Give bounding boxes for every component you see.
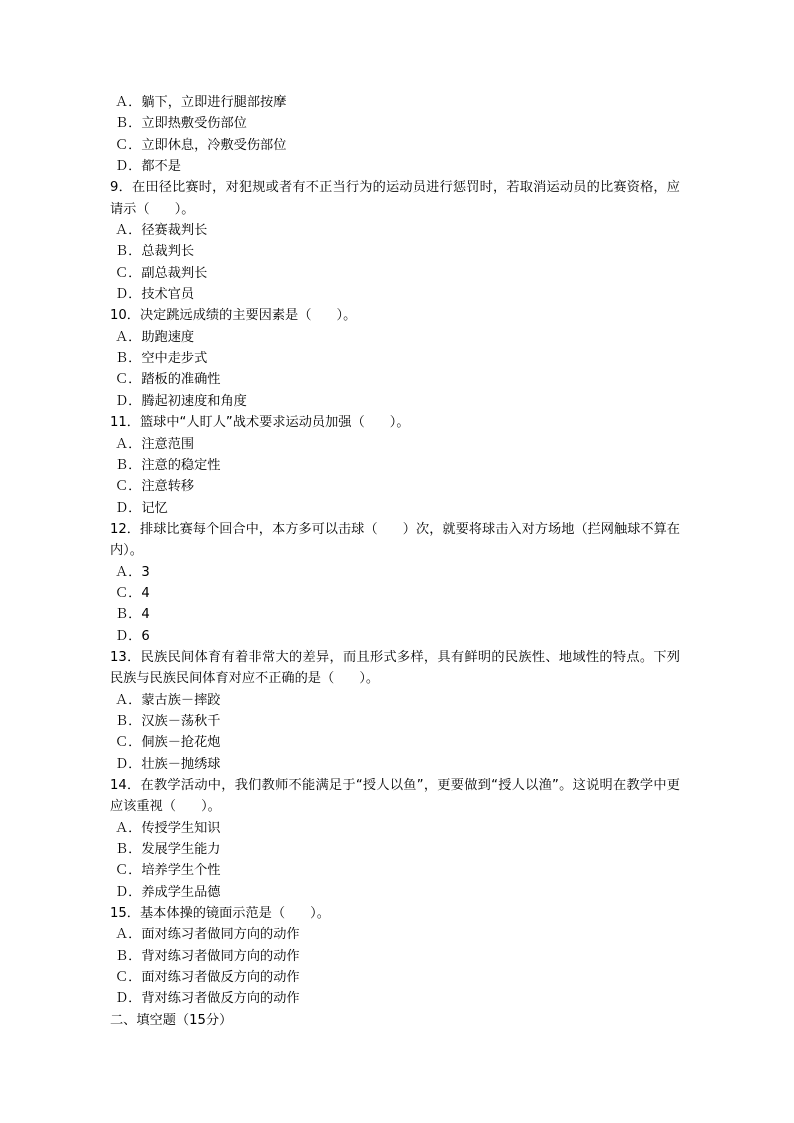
option-q11-A: Ａ．注意范围 [115,436,195,452]
question-9: 9．在田径比赛时，对犯规或者有不正当行为的运动员进行惩罚时，若取消运动员的比赛资格，应请示（ ）。 [110,180,680,217]
option-q11-B: Ｂ．注意的稳定性 [115,457,221,473]
option-q14-C: Ｃ．培养学生个性 [115,863,221,879]
question-10: 10．决定跳远成绩的主要因素是（ ）。 [110,308,357,324]
option-q13-A: Ａ．蒙古族－摔跤 [115,692,221,708]
option-q14-D: Ｄ．养成学生品德 [115,884,221,900]
exam-body [110,92,680,1031]
option-q15-D: Ｄ．背对练习者做反方向的动作 [115,991,300,1007]
option-q13-B: Ｂ．汉族－荡秋千 [115,713,221,729]
option-q11-C: Ｃ．注意转移 [115,479,195,495]
option-q10-A: Ａ．助跑速度 [115,329,195,345]
option-q8-A: Ａ．躺下，立即进行腿部按摩 [115,95,287,110]
option-q8-D: Ｄ．都不是 [115,159,181,175]
option-q15-B: Ｂ．背对练习者做同方向的动作 [115,948,300,964]
option-q12-C: Ｃ．4 [115,585,150,601]
option-q12-A: Ａ．3 [115,564,150,580]
option-q13-C: Ｃ．侗族－抢花炮 [115,735,221,751]
section-heading-fill-in-the-blank: 二、填空题（15分） [110,1012,233,1028]
option-q14-B: Ｂ．发展学生能力 [115,842,221,858]
option-q10-D: Ｄ．腾起初速度和角度 [115,393,247,409]
question-15: 15．基本体操的镜面示范是（ ）。 [110,906,330,922]
question-13: 13．民族民间体育有着非常大的差异，而且形式多样，具有鲜明的民族性、地域性的特点。下列民族与民族民间体育对应不正确的是（ ）。 [110,649,680,687]
question-14: 14．在教学活动中，我们教师不能满足于“授人以鱼”，更要做到“授人以渔”。这说明在教学中更应该重视（ ）。 [110,778,680,815]
option-q8-B: Ｂ．立即热敷受伤部位 [115,116,247,132]
option-q9-A: Ａ．径赛裁判长 [115,223,208,239]
option-q8-C: Ｃ．立即休息，冷敷受伤部位 [115,137,287,153]
option-q13-D: Ｄ．壮族－抛绣球 [115,756,221,772]
option-q14-A: Ａ．传授学生知识 [115,820,221,836]
option-q11-D: Ｄ．记忆 [115,500,168,516]
option-q15-A: Ａ．面对练习者做同方向的动作 [115,927,300,943]
option-q10-B: Ｂ．空中走步式 [115,351,208,367]
option-q10-C: Ｃ．踏板的准确性 [115,372,221,388]
option-q12-D: Ｄ．6 [115,628,150,644]
option-q9-B: Ｂ．总裁判长 [115,244,195,260]
question-11: 11．篮球中“人盯人”战术要求运动员加强（ ）。 [110,415,410,431]
option-q15-C: Ｃ．面对练习者做反方向的动作 [115,970,300,986]
option-q12-B: Ｂ．4 [115,607,150,623]
option-q9-C: Ｃ．副总裁判长 [115,265,208,281]
question-12: 12．排球比赛每个回合中，本方多可以击球（ ）次，就要将球击入对方场地（拦网触球不算在内）。 [110,521,680,559]
option-q9-D: Ｄ．技术官员 [115,287,195,303]
